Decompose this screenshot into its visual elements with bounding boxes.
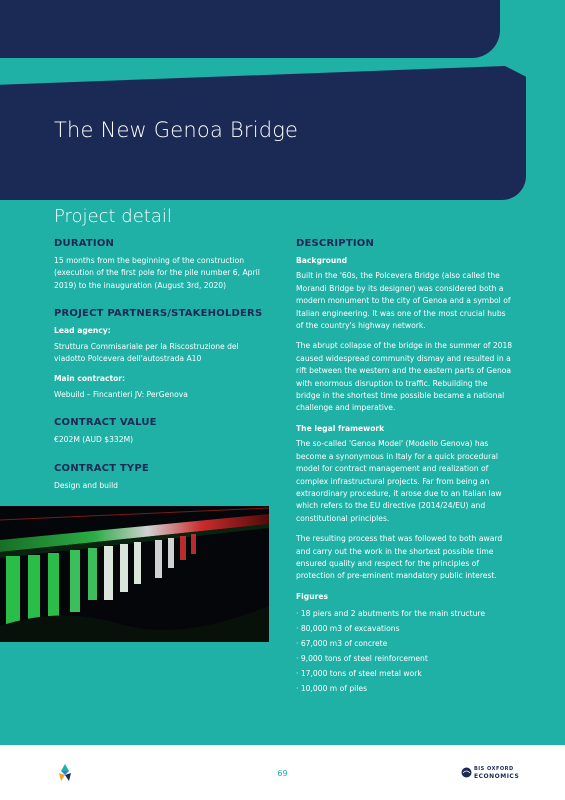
- lead-agency-label: Lead agency:: [54, 326, 111, 336]
- main-contractor-label: Main contractor:: [54, 374, 126, 384]
- section-title: Project detail: [54, 206, 172, 227]
- lead-agency-text: Struttura Commisariale per la Riscostruzione del viadotto Polcevera dell'autostrada A10: [54, 341, 239, 364]
- bridge-photo: [0, 506, 269, 642]
- logo-right-line1: BIS OXFORD: [474, 766, 514, 772]
- logo-right-line2: ECONOMICS: [474, 773, 520, 780]
- figures-list: [296, 606, 514, 696]
- list-item: · 17,000 tons of steel metal work: [296, 669, 422, 679]
- page-number: 69: [277, 769, 288, 778]
- figures-label: Figures: [296, 591, 329, 601]
- legal-paragraph-2: The resulting process that was followed to both award and carry out the work in the shortest possible time ensured quality and respect for the principles of protection of pre-eminent mandatory public interest.: [296, 534, 503, 581]
- contract-type-heading: CONTRACT TYPE: [54, 462, 149, 474]
- duration-heading: DURATION: [54, 238, 115, 249]
- legal-framework-label: The legal framework: [296, 423, 385, 433]
- list-item: · 10,000 m of piles: [296, 684, 368, 694]
- background-label: Background: [296, 256, 348, 265]
- main-contractor-text: Webuild – Fincantieri JV: PerGenova: [54, 389, 188, 399]
- contract-type-text: Design and build: [54, 480, 119, 490]
- header-band-top: [0, 0, 500, 58]
- background-paragraph-2: The abrupt collapse of the bridge in the summer of 2018 caused widespread community dismay and resulted in a rift between the western and the eastern parts of Genoa with enormous disruption to traffic. Rebuilding the bridge in the shortest time possible became a national challenge and imperative.: [296, 341, 513, 413]
- logo-right: [461, 764, 521, 784]
- left-column: [54, 238, 272, 500]
- list-item: · 9,000 tons of steel reinforcement: [296, 654, 428, 664]
- list-item: · 18 piers and 2 abutments for the main structure: [296, 609, 486, 619]
- page-title: The New Genoa Bridge: [54, 118, 299, 142]
- list-item: · 67,000 m3 of concrete: [296, 639, 388, 649]
- duration-text: 15 months from the beginning of the construction (execution of the first pole for the pile number 6, April 2019) to the inauguration (August 3rd, 2020): [54, 256, 260, 290]
- background-paragraph-1: Built in the '60s, the Polcevera Bridge (also called the Morandi Bridge by its designer) was considered both a modern monument to the city of Genoa and a symbol of Italian engineering. It was one of the most crucial hubs of the country's highway network.: [296, 271, 511, 331]
- list-item: · 80,000 m3 of excavations: [296, 624, 400, 634]
- contract-value-heading: CONTRACT VALUE: [54, 417, 157, 429]
- partners-heading: PROJECT PARTNERS/STAKEHOLDERS: [54, 308, 263, 320]
- description-heading: DESCRIPTION: [296, 238, 375, 249]
- contract-value-text: €202M (AUD $332M): [54, 435, 134, 445]
- right-column: [296, 238, 514, 696]
- legal-paragraph-1: The so-called 'Genoa Model' (Modello Genova) has become a synonymous in Italy for a quick procedural model for contract management and realization of complex infrastructural projects. Far from being an extraordinary procedure, it arose due to an Italian law which refers to the EU directive (2014/24/EU) and constitutional principles.: [296, 439, 502, 523]
